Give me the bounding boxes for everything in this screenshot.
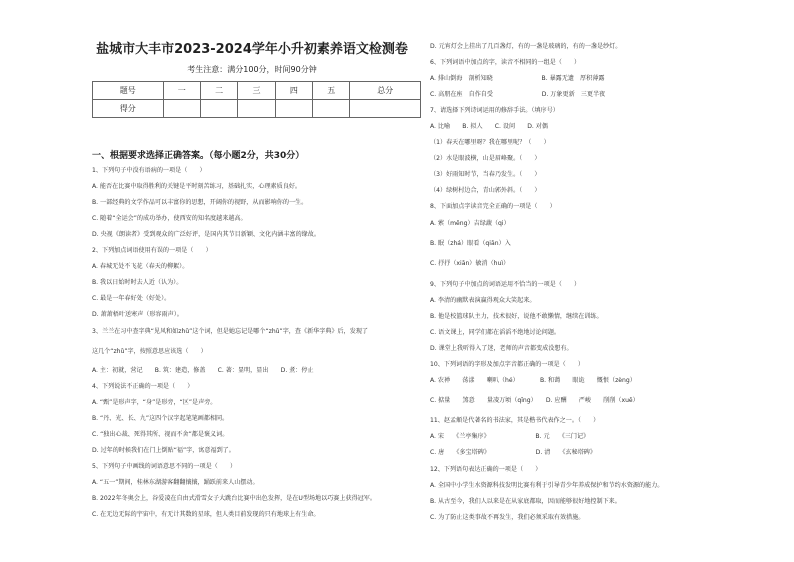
score-table-header-row (93, 82, 421, 100)
score-table (92, 81, 421, 118)
question-line: B. 我以日始时时去人近（认为）。 (92, 279, 183, 286)
score-header-cell: 总分 (350, 82, 421, 100)
question-line: A. 萦（mēng）吉绿蔬（qi） (430, 220, 510, 227)
question-line: C. 在无边无际的宇宙中，有无计其数的星球，但人类目前发现的只有地球上有生命。 (92, 511, 320, 518)
question-line: A. 主：初就，营记 B. 筑：建造，修盖 C. 著：显明，显出 D. 煮：停止 (92, 367, 314, 374)
question-line: 9、下列句子中加点的词语运用不恰当的一项是（ ） (430, 281, 581, 288)
page-title: 盐城市大丰市2023-2024学年小升初素养语文检测卷 (96, 42, 408, 57)
score-header-cell: 五 (313, 82, 350, 100)
question-line: （2）水是眼波横，山是眉峰聚。（ ） (430, 155, 541, 162)
question-line: B. 2022年冬奥会上，谷爱凌在自由式滑雪女子大跳台比赛中出色发挥，是在U型场地以巧赛上获得冠军。 (92, 495, 376, 502)
score-cell[interactable] (350, 100, 421, 118)
question-line: C. “独出心裁、死得其所、视而不舍”都是褒义词。 (92, 431, 229, 438)
score-header-cell: 四 (275, 82, 312, 100)
score-table-score-row (93, 100, 421, 118)
question-line: A. 排山倒海 剖析知晓 B. 暴露无遗 厚积薄露 (430, 75, 605, 82)
question-line: 这几个“zhǔ”字，按照意思应该选（ ） (92, 348, 207, 355)
question-line: A. 农禅 荡漾 喇叭（hé） B. 和蔼 眼诡 慨恨（zèng） (430, 377, 636, 384)
question-line: A. “甄”是形声字，“身”是形旁，“区”是声旁。 (92, 399, 217, 406)
section-heading: 一、根据要求选择正确答案。（每小题2分，共30分） (92, 151, 305, 161)
question-line: A. 能否在比赛中取得胜利的关键是平时刻苦练习，基础扎实，心理素质良好。 (92, 183, 302, 190)
score-cell[interactable] (238, 100, 275, 118)
question-line: C. 抒抒（xiān）敏消（huì） (430, 260, 510, 267)
question-line: D. 课堂上我听得入了迷，老师的声音都变成没想有。 (430, 345, 573, 352)
question-line: （1）春天在哪里呀？我在哪里呢？（ ） (430, 139, 550, 146)
question-line: D. 萧萧梧叶送寒声（形容雨声）。 (92, 311, 183, 318)
question-line: B. 一部经典的文学作品可以丰富你的思想，开阔你的视野，从而影响你的一生。 (92, 199, 308, 206)
question-line: （4）绿树村边合，青山郭外斜。（ ） (430, 187, 541, 194)
question-line: 5、下列句子中画线的词语意思不同的一项是（ ） (92, 463, 237, 470)
question-line: C. 唐 《多宝塔碑》 D. 清 《玄秘塔碑》 (430, 449, 596, 456)
score-cell[interactable] (163, 100, 200, 118)
question-line: A. 春城无处不飞花（春天的柳絮）。 (92, 263, 189, 270)
question-line: D. 元宵灯会上挂出了几百盏灯，有的一盏是玻璃的，有的一盏是纱灯。 (430, 43, 622, 50)
question-line: C. 为了防止这类事故不再发生，我们必须采取有效措施。 (430, 514, 585, 521)
score-row-label: 得分 (93, 100, 164, 118)
question-line: 10、下列词语的字形及加点字音都正确的一项是（ ） (430, 361, 585, 368)
question-line: B. “丹、光、长、九”这四个汉字起笔笔画都相同。 (92, 415, 229, 422)
question-line: A. “五一”期间，桂林东湖游客翻翻攘攘，踊跃前来人山摆动。 (92, 479, 259, 486)
question-line: 12、下列语句表达正确的一项是（ ） (430, 466, 542, 473)
question-line: 1、下列句子中没有语病的一项是（ ） (92, 167, 206, 174)
score-cell[interactable] (313, 100, 350, 118)
score-header-cell: 一 (163, 82, 200, 100)
score-header-cell: 题号 (93, 82, 164, 100)
question-line: A. 全国中小学生水资源科技发明比赛有利于引导青少年养成保护和节约水资源的能力。 (430, 482, 664, 489)
question-line: D. 过年的时候我们在门上倒贴“福”字，寓意福到了。 (92, 447, 235, 454)
question-line: D. 央视《朗读者》受到观众的广泛好评，是国内其节目新颖、文化内涵丰富的缘故。 (92, 231, 320, 238)
score-header-cell: 二 (200, 82, 237, 100)
question-line: 11、赵孟頫是代著名的书法家，其是楷书代表作之一。（ ） (430, 417, 600, 424)
score-header-cell: 三 (238, 82, 275, 100)
question-line: 7、请选择下列诗词运用的修辞手法。（填序号） (430, 107, 559, 114)
score-cell[interactable] (200, 100, 237, 118)
question-line: 8、下面加点字读音完全正确的一项是（ ） (430, 203, 556, 210)
question-line: 6、下列词语中加点的字，读音不相同的一组是（ ） (430, 59, 581, 66)
exam-notice: 考生注意：满分100分，时间90分钟 (187, 65, 317, 74)
question-line: B. 他是校篮球队主力，技术很好，说他不敢懒情，继续在训练。 (430, 313, 603, 320)
question-line: 4、下列说法不正确的一项是（ ） (92, 383, 194, 390)
score-cell[interactable] (275, 100, 312, 118)
question-line: C. 语文课上，同学们都在滔滔不绝地讨论问题。 (430, 329, 561, 336)
question-line: A. 比喻 B. 拟人 C. 设问 D. 对偶 (430, 123, 548, 130)
question-line: B. 眠（zhá）眼看（qiān）入 (430, 240, 511, 247)
question-line: A. 宋 《兰亭集序》 B. 元 《三门记》 (430, 433, 590, 440)
question-line: （3）好雨知时节，当春乃发生。（ ） (430, 171, 541, 178)
question-line: C. 最是一年春好处（好处）。 (92, 295, 171, 302)
question-line: B. 从古至今，我们人以来是在从家底都取，因而能够很好地控制下来。 (430, 498, 621, 505)
question-line: 3、兰兰在习中查字典“见风和如zhǔ”这个词，但是她忘记是哪个“zhǔ”字，查《新华字典》后，发现了 (92, 328, 369, 335)
question-line: 2、下列加点词语使用有误的一项是（ ） (92, 247, 212, 254)
question-line: C. 高朋在座 自作自受 D. 万象更新 三更半夜 (430, 91, 606, 98)
question-line: A. 李清的幽默表演赢得观众大笑起来。 (430, 297, 536, 304)
question-line: C. 随着“全运会”的成功举办，使西安的知名度越来越高。 (92, 215, 247, 222)
question-line: C. 掂量 煞意 量凌万顷（qīng） D. 应酬 严峻 削削（xuē） (430, 397, 639, 404)
